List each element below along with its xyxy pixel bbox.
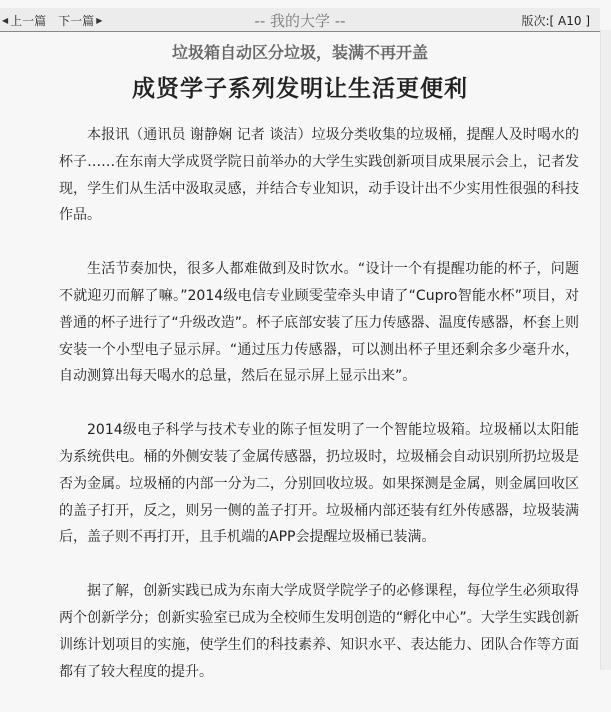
prev-label: 上一篇 bbox=[10, 14, 47, 28]
triangle-right-icon: ▶ bbox=[96, 16, 103, 25]
scrollbar[interactable] bbox=[600, 30, 611, 670]
article-paragraph: 据了解，创新实践已成为东南大学成贤学院学子的必修课程，每位学生必须取得两个创新学分；创新实验室已成为全校师生发明创造的“孵化中心”。大学生实践创新训练计划项目的实施，使学生们的科技素养、知识水平、表达能力、团队合作等方面都有了较大程度的提升。 bbox=[59, 583, 579, 680]
article-body bbox=[59, 122, 579, 712]
article-paragraph: 2014级电子科学与技术专业的陈子恒发明了一个智能垃圾箱。垃圾桶以太阳能为系统供电。桶的外侧安装了金属传感器，扔垃圾时，垃圾桶会自动识别所扔垃圾是否为金属。垃圾桶的内部一分为二，分别回收垃圾。如果探测是金属，则金属回收区的盖子打开，反之，则另一侧的盖子打开。垃圾桶内部还装有红外传感器，垃圾装满后，盖子则不再打开，且手机端的APP会提醒垃圾桶已装满。 bbox=[59, 422, 579, 546]
edition-label: 版次:[ A10 ] bbox=[521, 14, 590, 28]
article-nav-bar bbox=[0, 8, 600, 32]
article-title: 成贤学子系列发明让生活更便利 bbox=[132, 75, 468, 102]
next-label: 下一篇 bbox=[58, 14, 95, 28]
article-paragraph: 生活节奏加快，很多人都难做到及时饮水。“设计一个有提醒功能的杯子，问题不就迎刃而解了嘛。”2014级电信专业顾雯莹牵头申请了“Cupro智能水杯”项目，对普通的杯子进行了“升级改造”。杯子底部安装了压力传感器、温度传感器，杯套上则安装一个小型电子显示屏。“通过压力传感器，可以测出杯子里还剩余多少毫升水，自动测算出每天喝水的总量，然后在显示屏上显示出来”。 bbox=[59, 261, 579, 385]
section-name: -- 我的大学 -- bbox=[254, 12, 346, 30]
article-subtitle: 垃圾箱自动区分垃圾，装满不再开盖 bbox=[171, 43, 428, 62]
triangle-left-icon: ◀ bbox=[2, 16, 9, 25]
article-paragraph: 本报讯（通讯员 谢静娴 记者 谈洁）垃圾分类收集的垃圾桶，提醒人及时喝水的杯子……在东南大学成贤学院日前举办的大学生实践创新项目成果展示会上，记者发现，学生们从生活中汲取灵感，并结合专业知识，动手设计出不少实用性很强的科技作品。 bbox=[59, 127, 579, 224]
